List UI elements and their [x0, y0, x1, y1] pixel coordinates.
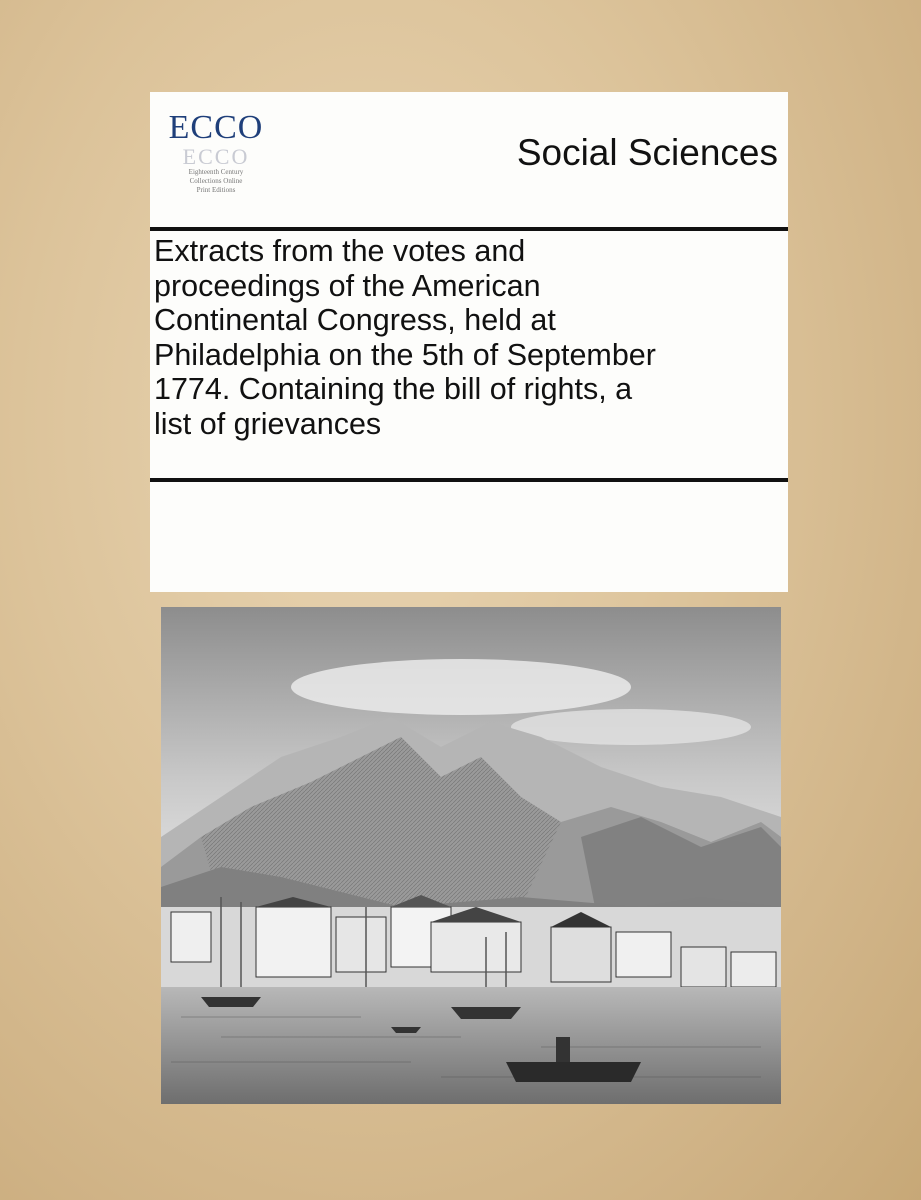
- title-panel: [150, 92, 788, 592]
- title-line-5: 1774. Containing the bill of rights, a: [154, 372, 633, 406]
- logo-line-3: Print Editions: [196, 186, 236, 194]
- logo-ghost-text: ECCO: [182, 144, 250, 169]
- harbor-engraving-icon: [161, 607, 781, 1104]
- cloud: [291, 659, 631, 715]
- logo-line-1: Eighteenth Century: [188, 168, 244, 176]
- title-line-6: list of grievances: [154, 406, 382, 441]
- series-label: Social Sciences: [516, 132, 778, 173]
- logo-line-2: Collections Online: [189, 177, 243, 185]
- title-line-1: Extracts from the votes and: [154, 234, 526, 268]
- cloud: [511, 709, 751, 745]
- title-line-2: proceedings of the American: [154, 268, 541, 303]
- title-line-4: Philadelphia on the 5th of September: [154, 337, 656, 372]
- logo-mark: ECCO: [168, 109, 264, 146]
- book-title: [154, 234, 784, 441]
- bottom-rule: [150, 478, 788, 482]
- title-line-3: Continental Congress, held at: [154, 303, 556, 337]
- ecco-logo: [166, 106, 266, 212]
- top-rule: [150, 227, 788, 231]
